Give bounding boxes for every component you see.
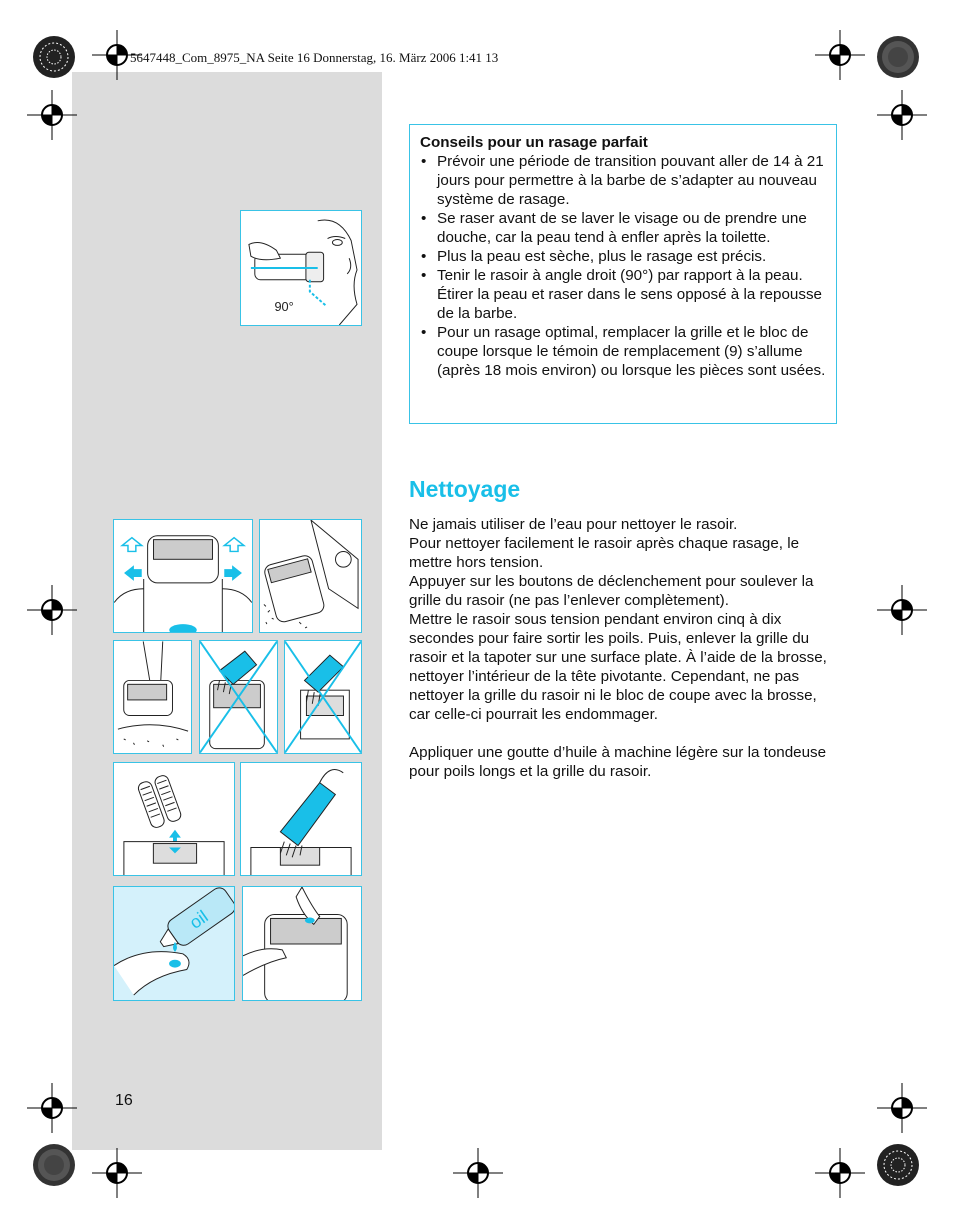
- cleaning-paragraph: Pour nettoyer facilement le rasoir après chaque rasage, le mettre hors tension.: [409, 535, 800, 571]
- figure-oil-drop: [113, 886, 235, 1001]
- cleaning-instructions: [409, 515, 839, 781]
- list-item: • Se raser avant de se laver le visage ou de prendre une douche, car la peau tend à enfler après la toilette.: [420, 209, 826, 247]
- registration-mark-left-lower: [27, 1083, 77, 1133]
- figure-brush-head: [240, 762, 362, 876]
- registration-mark-top-left: [92, 30, 142, 80]
- print-target-top-left: [32, 35, 76, 79]
- figure-oil-foil: [242, 886, 362, 1001]
- print-target-bottom-left: [32, 1143, 76, 1187]
- figure-remove-cutter-block: [113, 762, 235, 876]
- shaving-tips-title: Conseils pour un rasage parfait: [420, 134, 648, 151]
- print-target-bottom-right: [876, 1143, 920, 1187]
- figure-tap-foil: [113, 640, 192, 754]
- print-target-top-right: [876, 35, 920, 79]
- list-item: • Tenir le rasoir à angle droit (90°) par rapport à la peau. Étirer la peau et raser dans le sens opposé à la repousse de la barbe.: [420, 266, 826, 323]
- cleaning-heading: Nettoyage: [409, 476, 521, 502]
- figure-release-buttons: [113, 519, 253, 633]
- cleaning-paragraph: Ne jamais utiliser de l’eau pour nettoyer le rasoir.: [409, 516, 738, 533]
- registration-mark-right-lower: [877, 1083, 927, 1133]
- cleaning-paragraph: Mettre le rasoir sous tension pendant environ cinq à dix secondes pour faire sortir les poils. Puis, enlever la grille du rasoir et la tapoter sur une surface plate. À l’aide de la brosse, nettoyer l’intérieur de la tête pivotante. Cependant, ne pas nettoyer la grille du rasoir ni le bloc de coupe avec la brosse, car celle-ci pourrait les endommager.: [409, 611, 827, 723]
- registration-mark-bottom-left: [92, 1148, 142, 1198]
- page-number: 16: [115, 1092, 133, 1109]
- registration-mark-right-middle: [877, 585, 927, 635]
- print-slug: 5647448_Com_8975_NA Seite 16 Donnerstag, 16. März 2006 1:41 13: [130, 50, 499, 65]
- registration-mark-top-right: [815, 30, 865, 80]
- oil-label: oil: [185, 906, 212, 933]
- registration-mark-left-middle: [27, 585, 77, 635]
- figure-no-brush-cutter: [284, 640, 362, 754]
- shaving-tips-list: [420, 152, 826, 380]
- registration-mark-bottom-center: [453, 1148, 503, 1198]
- cleaning-paragraph: Appuyer sur les boutons de déclenchement pour soulever la grille du rasoir (ne pas l’enlever complètement).: [409, 573, 814, 609]
- list-item: • Prévoir une période de transition pouvant aller de 14 à 21 jours pour permettre à la barbe de s’adapter au nouveau système de rasage.: [420, 152, 826, 209]
- registration-mark-left-upper: [27, 90, 77, 140]
- figure-run-shaver: [259, 519, 362, 633]
- figure-no-brush-foil: [199, 640, 278, 754]
- list-item: • Pour un rasage optimal, remplacer la grille et le bloc de coupe lorsque le témoin de remplacement (9) s’allume (après 18 mois environ) ou lorsque les pièces sont usées.: [420, 323, 826, 380]
- registration-mark-right-upper: [877, 90, 927, 140]
- angle-label: 90°: [274, 299, 294, 315]
- shaving-tips-box: [409, 124, 837, 424]
- registration-mark-bottom-right: [815, 1148, 865, 1198]
- figure-shaving-angle: [240, 210, 362, 326]
- oil-paragraph: Appliquer une goutte d’huile à machine légère sur la tondeuse pour poils longs et la grille du rasoir.: [409, 744, 827, 780]
- list-item: • Plus la peau est sèche, plus le rasage est précis.: [420, 247, 826, 266]
